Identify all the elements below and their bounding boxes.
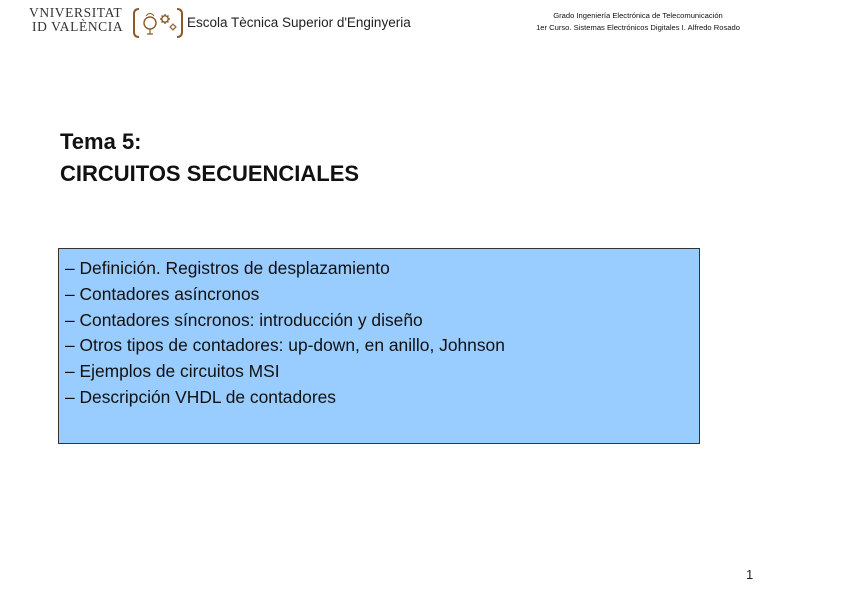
topic-item: – Contadores síncronos: introducción y diseño	[65, 309, 423, 330]
topic-item: – Definición. Registros de desplazamiento	[65, 258, 390, 278]
topic-item: – Ejemplos de circuitos MSI	[65, 361, 280, 382]
degree-name: Grado Ingeniería Electrónica de Telecomunicación	[553, 11, 723, 20]
page-number: 1	[746, 567, 754, 582]
topic-item: – Otros tipos de contadores: up-down, en anillo, Johnson	[65, 335, 505, 356]
course-info	[468, 10, 808, 34]
slide-title-line2: CIRCUITOS SECUENCIALES	[60, 161, 360, 186]
school-name: Escola Tècnica Superior d'Enginyeria	[187, 15, 411, 30]
course-name: 1er Curso. Sistemas Electrónicos Digitales I. Alfredo Rosado	[536, 23, 740, 32]
topics-box	[58, 248, 700, 444]
university-name-line2: ID VALÈNCIA	[32, 19, 124, 34]
university-seal-icon	[133, 7, 183, 39]
topic-item: – Contadores asíncronos	[65, 283, 260, 304]
slide-title-line1: Tema 5:	[60, 129, 142, 154]
slide-title	[60, 126, 359, 190]
topic-item: – Descripción VHDL de contadores	[65, 386, 336, 407]
university-name-line1: VNIVERSITAT	[29, 5, 123, 20]
university-name	[29, 6, 133, 34]
